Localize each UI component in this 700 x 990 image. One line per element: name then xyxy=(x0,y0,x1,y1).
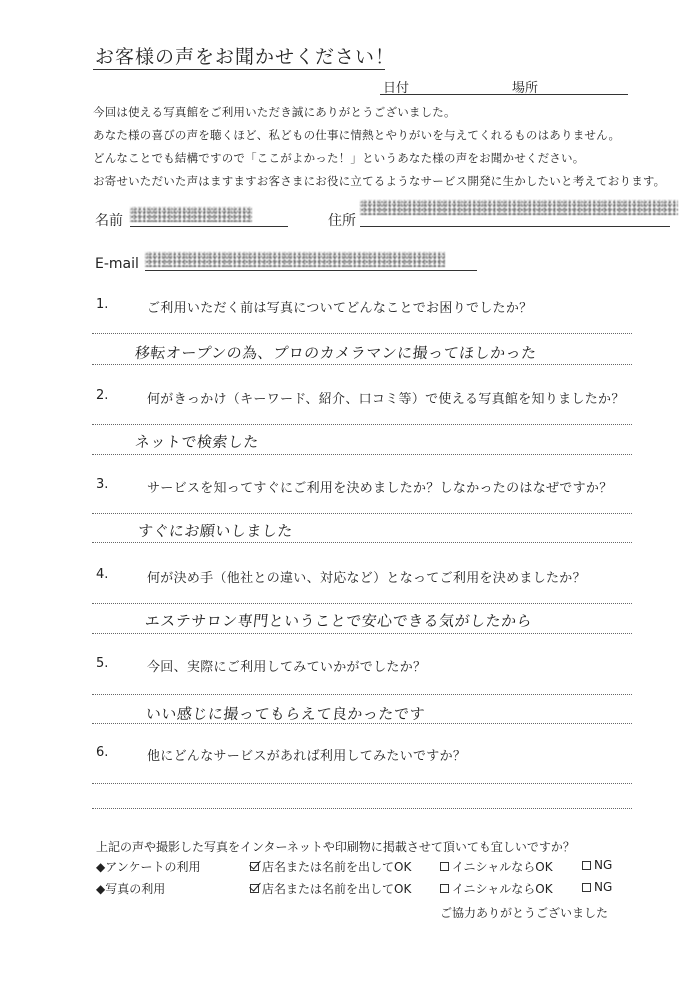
checkbox-checked-icon[interactable] xyxy=(250,862,259,871)
email-label: E-mail xyxy=(95,256,139,272)
q3-text: サービスを知ってすぐにご利用を決めましたか？しなかったのはなぜですか？ xyxy=(147,481,613,496)
survey-option-name-ok-label: 店名または名前を出してOK xyxy=(262,860,412,874)
consent-label-survey: ◆アンケートの利用 xyxy=(96,860,201,874)
photo-option-name-ok[interactable] xyxy=(250,880,411,897)
photo-option-initial-ok-label: イニシャルならOK xyxy=(452,882,553,896)
checkbox-icon[interactable] xyxy=(440,862,449,871)
intro-line-4: お寄せいただいた声はますますお客さまにお役に立てるようなサービス開発に生かしたいと考えております。 xyxy=(93,174,666,188)
q1-line-2 xyxy=(92,364,632,365)
date-place-underline xyxy=(380,94,628,95)
q6-line-1 xyxy=(92,783,632,784)
page-title: お客様の声をお聞かせください！ xyxy=(95,46,396,68)
q2-text: 何がきっかけ（キーワード、紹介、口コミ等）で使える写真館を知りましたか？ xyxy=(147,392,625,407)
thanks-message: ご協力ありがとうございました xyxy=(440,906,609,920)
survey-option-initial-ok-label: イニシャルならOK xyxy=(452,860,553,874)
q4-text: 何が決め手（他社との違い、対応など）となってご利用を決めましたか？ xyxy=(147,571,586,586)
name-field[interactable] xyxy=(130,226,288,227)
q4-line-1 xyxy=(92,603,632,604)
q2-number: 2. xyxy=(96,388,109,403)
photo-option-initial-ok[interactable] xyxy=(440,880,553,897)
q6-line-2 xyxy=(92,808,632,809)
photo-option-ng-label: NG xyxy=(594,880,613,894)
name-label: 名前 xyxy=(95,213,123,229)
title-underline xyxy=(93,69,385,70)
q3-answer[interactable]: すぐにお願いしました xyxy=(137,522,294,540)
q3-number: 3. xyxy=(96,477,109,492)
q5-answer[interactable]: いい感じに撮ってもらえて良かったです xyxy=(145,705,426,723)
q3-line-1 xyxy=(92,513,632,514)
q6-number: 6. xyxy=(96,745,109,760)
q1-line-1 xyxy=(92,333,632,334)
photo-option-name-ok-label: 店名または名前を出してOK xyxy=(262,882,412,896)
checkbox-icon[interactable] xyxy=(582,861,591,870)
q4-answer[interactable]: エステサロン専門ということで安心できる気がしたから xyxy=(144,612,534,630)
consent-label-photo: ◆写真の利用 xyxy=(96,882,166,896)
q2-line-1 xyxy=(92,424,632,425)
email-field[interactable] xyxy=(145,270,477,271)
photo-option-ng[interactable] xyxy=(582,880,612,894)
address-field[interactable] xyxy=(360,226,670,227)
q1-answer[interactable]: 移転オープンの為、プロのカメラマンに撮ってほしかった xyxy=(134,344,538,362)
survey-option-name-ok[interactable] xyxy=(250,858,411,875)
q5-number: 5. xyxy=(96,656,109,671)
q4-number: 4. xyxy=(96,567,109,582)
intro-line-3: どんなことでも結構ですので「ここがよかった！」というあなた様の声をお聞かせください。 xyxy=(93,151,585,165)
q1-number: 1. xyxy=(96,297,109,312)
place-label: 場所 xyxy=(512,81,539,96)
email-redacted xyxy=(145,252,445,267)
consent-question: 上記の声や撮影した写真をインターネットや印刷物に掲載させて頂いても宜しいですか？ xyxy=(96,840,575,854)
q5-text: 今回、実際にご利用してみていかがでしたか？ xyxy=(147,660,427,675)
q6-text: 他にどんなサービスがあれば利用してみたいですか？ xyxy=(147,749,467,764)
q4-line-2 xyxy=(92,633,632,634)
intro-line-1: 今回は使える写真館をご利用いただき誠にありがとうございました。 xyxy=(93,105,456,119)
survey-option-initial-ok[interactable] xyxy=(440,858,553,875)
q5-line-2 xyxy=(92,723,632,724)
q3-line-2 xyxy=(92,542,632,543)
q5-line-1 xyxy=(92,694,632,695)
date-label: 日付 xyxy=(383,81,410,96)
survey-option-ng[interactable] xyxy=(582,858,612,872)
address-label: 住所 xyxy=(328,213,356,229)
checkbox-icon[interactable] xyxy=(582,883,591,892)
q1-text: ご利用いただく前は写真についてどんなことでお困りでしたか？ xyxy=(147,301,533,316)
name-redacted xyxy=(130,207,252,222)
q2-line-2 xyxy=(92,454,632,455)
survey-option-ng-label: NG xyxy=(594,858,613,872)
address-redacted xyxy=(360,200,678,215)
checkbox-icon[interactable] xyxy=(440,884,449,893)
intro-line-2: あなた様の喜びの声を聴くほど、私どもの仕事に情熱とやりがいを与えてくれるものはありません。 xyxy=(93,128,621,142)
checkbox-checked-icon[interactable] xyxy=(250,884,259,893)
q2-answer[interactable]: ネットで検索した xyxy=(134,433,260,451)
